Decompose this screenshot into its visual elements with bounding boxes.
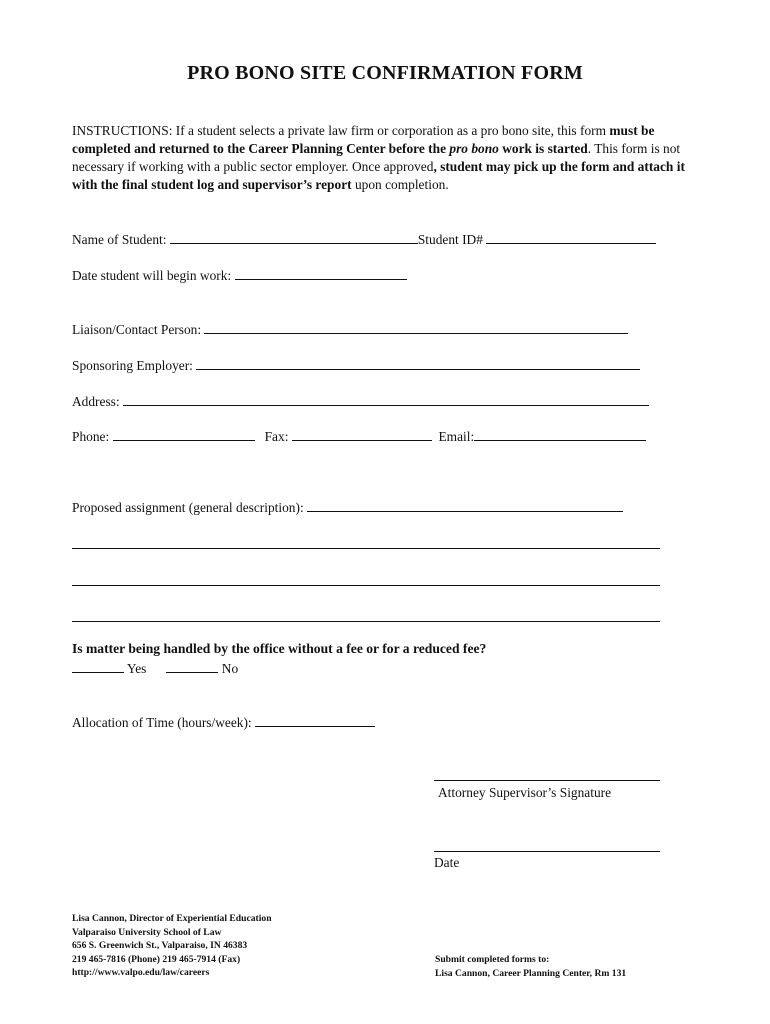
date-line[interactable] xyxy=(434,851,660,852)
instructions-bold: work is started xyxy=(498,141,588,156)
start-date-label: Date student will begin work: xyxy=(72,268,232,283)
attorney-signature-label: Attorney Supervisor’s Signature xyxy=(438,785,612,800)
student-id-blank[interactable] xyxy=(486,230,656,244)
instructions-text: upon completion. xyxy=(351,177,449,192)
start-date-row xyxy=(72,266,407,284)
assignment-blank[interactable] xyxy=(307,498,623,512)
assignment-line-2[interactable] xyxy=(72,585,660,586)
address-blank[interactable] xyxy=(123,392,649,406)
assignment-row xyxy=(72,498,623,516)
fee-yes-blank[interactable] xyxy=(72,659,124,673)
allocation-blank[interactable] xyxy=(255,713,375,727)
footer-submit xyxy=(435,953,626,980)
assignment-line-3[interactable] xyxy=(72,621,660,622)
instructions-text: INSTRUCTIONS: If a student selects a private law firm or corporation as a pro bono site, this form xyxy=(72,123,610,138)
footer-line: Submit completed forms to: xyxy=(435,954,550,965)
assignment-label: Proposed assignment (general description): xyxy=(72,500,304,515)
student-name-blank[interactable] xyxy=(170,230,418,244)
instructions-italic: pro bono xyxy=(449,141,499,156)
allocation-row xyxy=(72,713,375,731)
student-name-row xyxy=(72,230,656,248)
attorney-signature-line[interactable] xyxy=(434,780,660,781)
address-label: Address: xyxy=(72,394,120,409)
instructions xyxy=(72,122,702,194)
student-name-label: Name of Student: xyxy=(72,232,167,247)
email-blank[interactable] xyxy=(474,427,646,441)
liaison-blank[interactable] xyxy=(204,320,628,334)
sponsor-label: Sponsoring Employer: xyxy=(72,358,193,373)
contact-row xyxy=(72,427,646,445)
instructions-bold: must be completed and returned to the Career Planning Center before the xyxy=(72,123,655,156)
address-row xyxy=(72,392,649,410)
assignment-line-1[interactable] xyxy=(72,548,660,549)
allocation-label: Allocation of Time (hours/week): xyxy=(72,715,252,730)
fee-no-label: No xyxy=(221,661,239,676)
fee-options-row xyxy=(72,659,238,677)
date-label: Date xyxy=(434,855,460,870)
phone-label: Phone: xyxy=(72,429,110,444)
footer-contact xyxy=(72,912,272,980)
fee-yes-label: Yes xyxy=(126,661,147,676)
footer-line: Valparaiso University School of Law xyxy=(72,926,222,938)
instructions-text: . This form is not necessary if working with a public sector employer. Once approved xyxy=(72,141,681,174)
instructions-bold: , student may pick up the form and attach it with the final student log and supervisor’s report xyxy=(72,159,685,192)
footer-line: 219 465-7816 (Phone) 219 465-7914 (Fax) xyxy=(72,953,241,965)
start-date-blank[interactable] xyxy=(235,266,407,280)
liaison-row xyxy=(72,320,628,338)
footer-line: Lisa Cannon, Career Planning Center, Rm 131 xyxy=(435,967,627,979)
form-title: PRO BONO SITE CONFIRMATION FORM xyxy=(187,62,583,84)
student-id-label: Student ID# xyxy=(417,232,483,247)
footer-line: Lisa Cannon, Director of Experiential Education xyxy=(72,913,272,924)
sponsor-row xyxy=(72,356,640,374)
fee-question: Is matter being handled by the office without a fee or for a reduced fee? xyxy=(72,641,487,656)
fee-no-blank[interactable] xyxy=(166,659,218,673)
footer-link[interactable]: http://www.valpo.edu/law/careers xyxy=(72,967,210,979)
fax-blank[interactable] xyxy=(292,427,432,441)
liaison-label: Liaison/Contact Person: xyxy=(72,322,202,337)
phone-blank[interactable] xyxy=(113,427,255,441)
email-label: Email: xyxy=(438,429,475,444)
sponsor-blank[interactable] xyxy=(196,356,640,370)
fax-label: Fax: xyxy=(264,429,289,444)
footer-line: 656 S. Greenwich St., Valparaiso, IN 46383 xyxy=(72,940,248,952)
